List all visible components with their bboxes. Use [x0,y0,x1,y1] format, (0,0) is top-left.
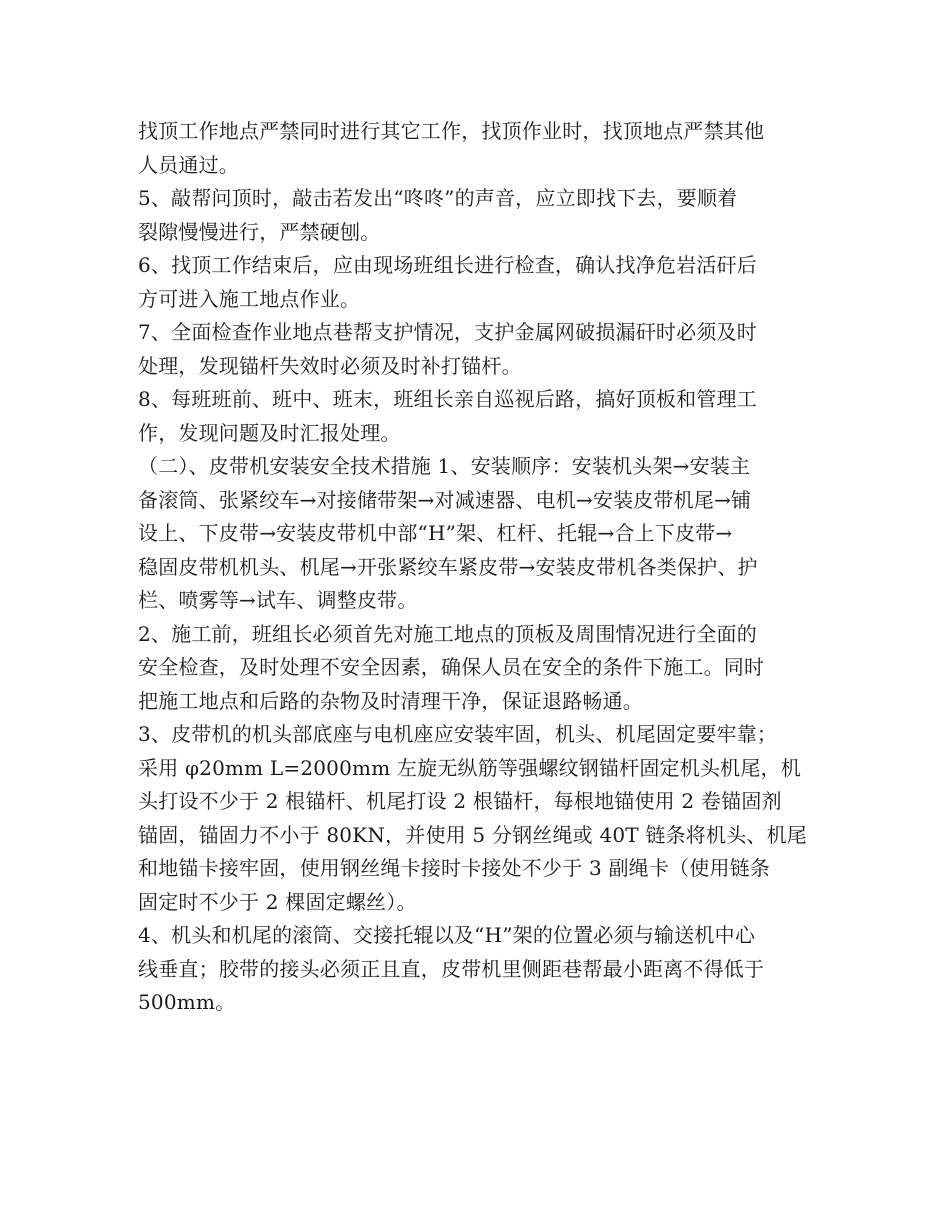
text-line: 头打设不少于 2 根锚杆、机尾打设 2 根锚杆，每根地锚使用 2 卷锚固剂 [138,789,782,813]
text-line: 设上、下皮带→安装皮带机中部“H”架、杠杆、托辊→合上下皮带→ [138,521,733,545]
text-line: 作，发现问题及时汇报处理。 [138,420,401,445]
text-line: 2、施工前，班组长必须首先对施工地点的顶板及周围情况进行全面的 [138,621,757,646]
text-line: 人员通过。 [138,152,239,177]
text-line: 4、机头和机尾的滚筒、交接托辊以及“H”架的位置必须与输送机中心 [138,923,756,947]
text-line: 采用 φ20mm L=2000mm 左旋无纵筋等强螺纹钢锚杆固定机头机尾，机 [138,755,801,780]
text-line: （二）、皮带机安装安全技术措施 1、安装顺序：安装机头架→安装主 [138,454,751,478]
text-line: 固定时不少于 2 棵固定螺丝）。 [138,889,417,914]
text-line: 500mm。 [138,990,236,1014]
text-line: 安全检查，及时处理不安全因素，确保人员在安全的条件下施工。同时 [138,655,765,679]
text-line: 备滚筒、张紧绞车→对接储带架→对减速器、电机→安装皮带机尾→铺 [138,487,752,512]
text-line: 稳固皮带机机头、机尾→开张紧绞车紧皮带→安装皮带机各类保护、护 [138,554,758,579]
text-line: 处理，发现锚杆失效时必须及时补打锚杆。 [138,353,522,378]
text-line: 3、皮带机的机头部底座与电机座应安装牢固，机头、机尾固定要牢靠； [138,722,778,746]
document-body [138,115,818,1020]
text-line: 裂隙慢慢进行，严禁硬刨。 [138,219,381,244]
text-line: 和地锚卡接牢固，使用钢丝绳卡接时卡接处不少于 3 副绳卡（使用链条 [138,856,771,880]
text-line: 7、全面检查作业地点巷帮支护情况，支护金属网破损漏矸时必须及时 [138,320,757,344]
text-line: 方可进入施工地点作业。 [138,286,361,311]
text-line: 8、每班班前、班中、班末，班组长亲自巡视后路，搞好顶板和管理工 [138,387,757,411]
text-line: 6、找顶工作结束后，应由现场班组长进行检查，确认找净危岩活矸后 [138,253,757,277]
text-line: 把施工地点和后路的杂物及时清理干净，保证退路畅通。 [138,688,643,713]
text-line: 线垂直；胶带的接头必须正且直，皮带机里侧距巷帮最小距离不得低于 [138,956,765,981]
text-line: 栏、喷雾等→试车、调整皮带。 [138,588,418,612]
text-line: 5、敲帮问顶时，敲击若发出“咚咚”的声音，应立即找下去，要顺着 [138,186,738,210]
text-line: 锚固，锚固力不小于 80KN，并使用 5 分钢丝绳或 40T 链条将机头、机尾 [138,822,807,847]
text-line: 找顶工作地点严禁同时进行其它工作，找顶作业时，找顶地点严禁其他 [138,119,765,143]
